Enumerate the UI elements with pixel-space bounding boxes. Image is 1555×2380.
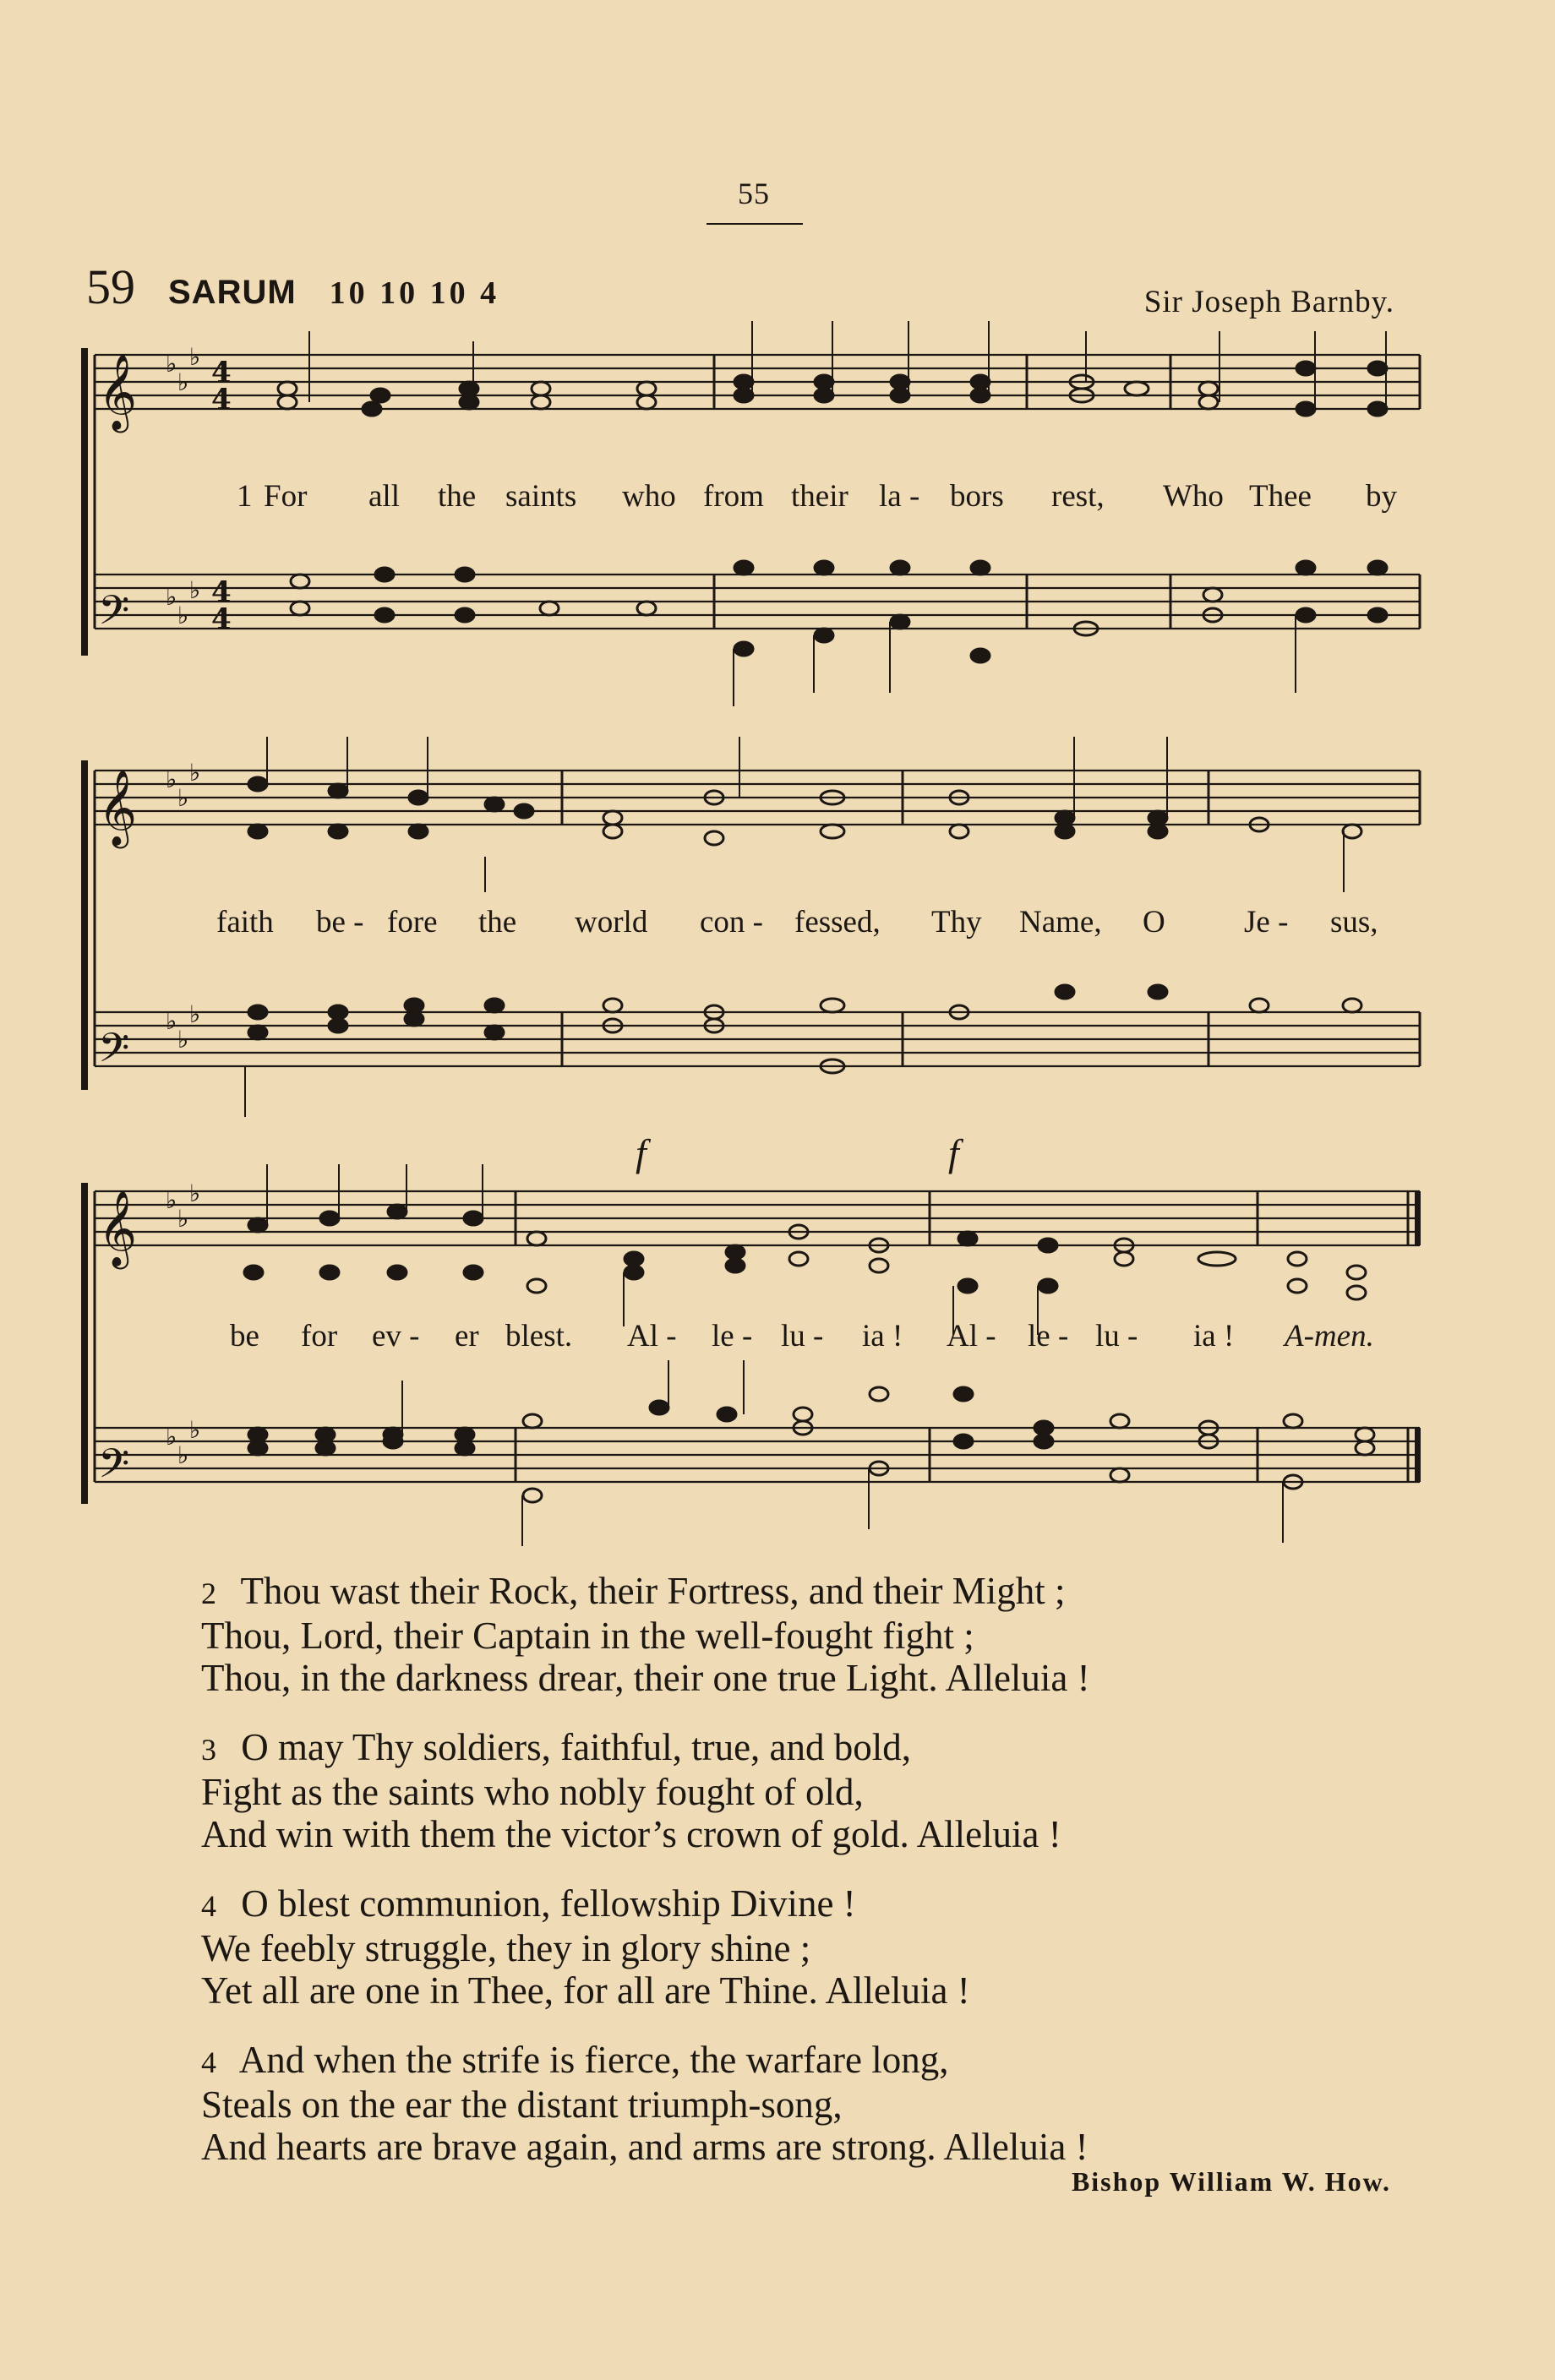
lyric: fessed, <box>794 905 881 939</box>
stanza-text: And when the strife is fierce, the warfare long, <box>238 2039 949 2081</box>
svg-text:♭: ♭ <box>189 759 201 787</box>
svg-text:♭: ♭ <box>189 343 201 371</box>
lyric: saints <box>505 479 577 514</box>
tune-name: SARUM <box>168 274 297 311</box>
lyrics-system-2 <box>0 904 1555 943</box>
stanza-5 <box>201 2039 1090 2168</box>
stanza-line: We feebly struggle, they in glory shine ; <box>201 1927 811 1969</box>
stanza-number: 4 <box>201 2045 216 2079</box>
lyric: all <box>368 479 400 514</box>
stanza-4 <box>201 1882 1090 2012</box>
svg-text:♭: ♭ <box>177 1026 189 1054</box>
svg-text:𝄞: 𝄞 <box>98 354 138 430</box>
lyric: 1 <box>237 479 253 514</box>
lyric: be <box>230 1319 259 1353</box>
author: Bishop William W. How. <box>1071 2166 1391 2197</box>
svg-text:♭: ♭ <box>166 1007 177 1035</box>
lyric: from <box>703 479 764 514</box>
svg-text:♭: ♭ <box>177 602 189 629</box>
svg-text:♭: ♭ <box>166 765 177 793</box>
page-number: 55 <box>738 177 770 210</box>
svg-text:𝄢: 𝄢 <box>98 1440 130 1497</box>
stanza-line: And win with them the victor’s crown of gold. Alleluia ! <box>201 1813 1061 1855</box>
lyric: for <box>301 1319 338 1353</box>
lyric: sus, <box>1330 905 1378 939</box>
lyric: be - <box>316 905 364 939</box>
lyric: faith <box>216 905 274 939</box>
lyric: con - <box>700 905 763 939</box>
lyric: Name, <box>1019 905 1102 939</box>
svg-text:♭: ♭ <box>166 1186 177 1214</box>
stanza-3 <box>201 1726 1090 1855</box>
svg-text:𝄞: 𝄞 <box>98 770 138 846</box>
lyric: ia ! <box>1193 1319 1235 1353</box>
svg-text:4: 4 <box>211 575 232 609</box>
dynamic-forte-2: f <box>948 1131 959 1174</box>
lyric: er <box>455 1319 479 1353</box>
svg-text:♭: ♭ <box>177 784 189 812</box>
stanza-line: Yet all are one in Thee, for all are Thine. Alleluia ! <box>201 1969 970 2012</box>
stanza-line: Fight as the saints who nobly fought of old, <box>201 1771 864 1813</box>
hymn-number: 59 <box>86 259 135 314</box>
stanza-text: Thou wast their Rock, their Fortress, and their Might ; <box>240 1570 1066 1612</box>
lyric: Al - <box>947 1319 996 1353</box>
lyric: Thy <box>931 905 982 939</box>
lyric: le - <box>1028 1319 1069 1353</box>
svg-text:♭: ♭ <box>177 368 189 396</box>
lyrics-system-3 <box>0 1318 1555 1357</box>
stanza-line <box>201 1726 1090 1771</box>
stanza-2 <box>201 1570 1090 1699</box>
stanza-number: 4 <box>201 1889 216 1923</box>
lyric: world <box>575 905 648 939</box>
composer: Sir Joseph Barnby. <box>1143 285 1394 319</box>
svg-text:♭: ♭ <box>177 1441 189 1469</box>
stanza-text: O blest communion, fellowship Divine ! <box>241 1882 856 1925</box>
lyric: ia ! <box>862 1319 903 1353</box>
lyric: ev - <box>372 1319 420 1353</box>
dynamic-forte-1: f <box>636 1131 647 1174</box>
lyric: bors <box>950 479 1004 514</box>
stanza-line: Thou, Lord, their Captain in the well-fought fight ; <box>201 1615 974 1657</box>
svg-text:♭: ♭ <box>189 1416 201 1444</box>
svg-text:♭: ♭ <box>166 1423 177 1451</box>
svg-text:𝄞: 𝄞 <box>98 1190 138 1266</box>
lyric: le - <box>712 1319 753 1353</box>
svg-text:♭: ♭ <box>189 1179 201 1207</box>
stanza-line <box>201 1570 1090 1615</box>
lyric: lu - <box>781 1319 824 1353</box>
lyric: Je - <box>1244 905 1289 939</box>
svg-text:♭: ♭ <box>177 1205 189 1233</box>
lyrics-system-1 <box>0 478 1555 517</box>
stanza-number: 3 <box>201 1733 216 1767</box>
svg-text:𝄢: 𝄢 <box>98 586 130 644</box>
svg-text:♭: ♭ <box>166 350 177 378</box>
svg-text:♭: ♭ <box>189 1000 201 1028</box>
lyric: lu - <box>1095 1319 1138 1353</box>
lyric: Al - <box>627 1319 677 1353</box>
svg-text:4: 4 <box>211 356 232 389</box>
lyric: A-men. <box>1285 1319 1374 1353</box>
stanza-line <box>201 2039 1090 2083</box>
lyric: blest. <box>505 1319 573 1353</box>
svg-text:♭: ♭ <box>189 576 201 604</box>
stanza-line: And hearts are brave again, and arms are strong. Alleluia ! <box>201 2126 1088 2168</box>
svg-text:4: 4 <box>211 383 232 417</box>
stanza-number: 2 <box>201 1577 216 1610</box>
lyric: the <box>478 905 517 939</box>
lyric: For <box>264 479 308 514</box>
lyric: fore <box>387 905 438 939</box>
lyric: who <box>622 479 676 514</box>
svg-text:4: 4 <box>211 602 232 636</box>
lyric: the <box>438 479 477 514</box>
svg-text:𝄢: 𝄢 <box>98 1024 130 1081</box>
lyric: rest, <box>1051 479 1105 514</box>
stanza-text: O may Thy soldiers, faithful, true, and bold, <box>241 1726 912 1768</box>
lyric: la - <box>879 479 920 514</box>
lyric: their <box>791 479 848 514</box>
svg-text:♭: ♭ <box>166 583 177 611</box>
lyric: O <box>1143 905 1165 939</box>
lyric: Thee <box>1249 479 1312 514</box>
lyric: by <box>1366 479 1397 514</box>
stanza-line: Thou, in the darkness drear, their one true Light. Alleluia ! <box>201 1657 1090 1699</box>
meter: 10 10 10 4 <box>329 275 500 311</box>
stanzas <box>201 1570 1090 2195</box>
stanza-line: Steals on the ear the distant triumph-song, <box>201 2083 843 2126</box>
stanza-line <box>201 1882 1090 1927</box>
lyric: Who <box>1163 479 1224 514</box>
